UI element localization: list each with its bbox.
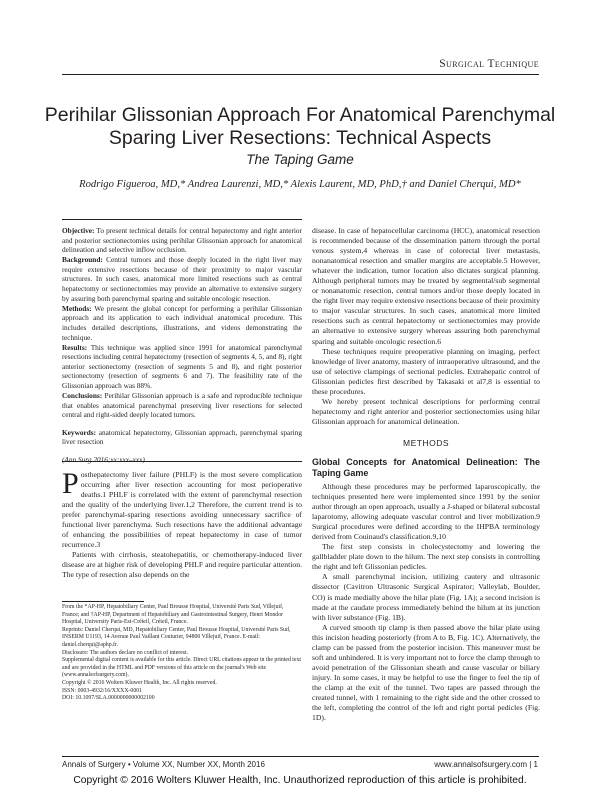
page-footer-url: www.annalsofsurgery.com | 1 xyxy=(434,760,538,769)
abstract-conclusions xyxy=(62,391,302,420)
doi: DOI: 10.1097/SLA.0000000000002100 xyxy=(62,695,155,702)
issn: ISSN: 0003-4932/16/XXXX-0001 xyxy=(62,687,143,694)
abstract-results xyxy=(62,343,302,391)
footnote-divider xyxy=(62,601,144,602)
objective-label: Objective: xyxy=(62,226,95,235)
body-paragraph-5: The first step consists in cholecystectomy and lowering the gallbladder plate down to the hilum. The next step consists in controlling the right and left Glissonian pedicles. xyxy=(312,542,540,572)
methods-label: Methods: xyxy=(62,303,92,313)
methods-text: We present the global concept for performing a perihilar Glissonian approach and its application to each individual anatomical procedure. This includes detailed descriptions, illustrations, and videos demonstrating the technique. xyxy=(62,303,302,342)
right-column xyxy=(312,226,540,723)
footer-divider xyxy=(62,756,539,757)
body-paragraph-3: We hereby present technical descriptions for performing central hepatectomy and right anterior and posterior sectionectomies using hilar Glissonian approach for anatomical delineation. xyxy=(312,396,540,426)
body-paragraph-1: disease. In case of hepatocellular carcinoma (HCC), anatomical resection is recommended because of the dissemination pattern through the portal venous system,4 whereas in case of colorectal liver metastasis, nonanatomical resection and smaller margins are acceptable.5 However, whatever the indication, tumor location also dictates surgical planning. Although peripheral tumors may be treated by segmental/sub segmental or nonanatomic resection, central tumors and/or those deeply located in the right liver may require extensive resections because of their proximity to major vascular structures. In such cases, anatomical more limited resections such as central hepatectomy or sectionectomies may provide an alternative to extensive surgery whereas assuring both parenchymal sparing and suitable oncologic resection.6 xyxy=(312,226,540,346)
affiliations: From the *AP-HP, Hepatobiliary Center, Paul Brousse Hospital, Université Paris Sud, Villejuif, France; and †AP-HP, Department of Hepatobiliary and Gastrointestinal Surgery, Henri Mondor Hospital, University Paris-Est-Créteil, Créteil, France. xyxy=(62,604,284,626)
drop-cap: P xyxy=(62,467,79,500)
results-label: Results: xyxy=(62,342,88,352)
copyright-banner: Copyright © 2016 Wolters Kluwer Health, Inc. Unauthorized reproduction of this article is prohibited. xyxy=(73,775,527,786)
keywords-text: anatomical hepatectomy, Glissonian approach, parenchymal sparing liver resection xyxy=(62,427,303,447)
disclosure: Disclosure: The authors declare no conflict of interest. xyxy=(62,649,189,656)
results-text: This technique was applied since 1991 for anatomical parenchymal resections including central hepatectomy (resection of segments 4, 5, and 8), right anterior sectionectomy (resection of segments 5 and 8), and right posterior sectionectomy (resection of segments 6 and 7). The feasibility rate of the Glissonian approach was 88%. xyxy=(62,342,302,390)
intro-paragraph-1 xyxy=(62,467,302,550)
section-label: Surgical Technique xyxy=(439,58,539,70)
intro-paragraph-1-text: osthepatectomy liver failure (PHLF) is the most severe complication occurring after liver resection accounting for most perioperative deaths.1 PHLF is correlated with the extent of parenchymal resection and the quality of the underlying liver.1,2 Therefore, the current trend is to prefer parenchymal-sparing resections avoiding unnecessary sacrifice of functional liver parenchyma. Such resections have the additional advantage of enhancing the possibilities of repeat hepatectomy in case of tumor recurrence.3 xyxy=(62,470,302,550)
abstract-background xyxy=(62,255,302,303)
keywords-label: Keywords: xyxy=(62,427,97,437)
abstract-top-divider xyxy=(62,219,302,220)
body-paragraph-2: These techniques require preoperative planning on imaging, perfect knowledge of liver anatomy, mastery of intraoperative ultrasound, and the use of selective clampings of sectional pedicles. Extrahepatic control of Glissonian pedicles first described by Takasaki et al7,8 is essential to these procedures. xyxy=(312,346,540,396)
abstract-methods xyxy=(62,304,302,342)
objective-text: To present technical details for central hepatectomy and right anterior and posterior sectionectomies using perihilar Glissonian approach for anatomical delineation and selective inflow occlusion. xyxy=(62,226,303,255)
abstract-keywords xyxy=(62,428,302,447)
footnotes xyxy=(62,604,302,703)
body-paragraph-4: Although these procedures may be performed laparoscopically, the techniques presented here were implemented since 1991 by the senior author through an open approach, usually a J-shaped or bilateral subcostal laparotomy, allowing adequate vascular control and liver mobilization.9 Surgical procedures were defined according to the IHPBA terminology derived from Couinaud's classification.9,10 xyxy=(312,481,540,542)
body-paragraph-6: A small parenchymal incision, utilizing cautery and ultrasonic dissector (Cavitron Ultrasonic Surgical Aspirator; Valleylab, Boulder, CO) is made medially above the hilar plate (Fig. 1A); a second incision is made at the caudate process immediately behind the hilum at its junction with liver substance (Fig. 1B). xyxy=(312,572,540,622)
methods-heading: METHODS xyxy=(403,437,449,448)
header-divider xyxy=(62,74,539,75)
conclusions-text: Perihilar Glissonian approach is a safe and reproducible technique that enables anatomical parenchymal preserving liver resections for selected central and right-sided deeply located tumors. xyxy=(62,391,302,420)
abstract-objective xyxy=(62,226,302,255)
conclusions-label: Conclusions: xyxy=(62,391,103,401)
article-title: Perihilar Glissonian Approach For Anatomical Parenchymal Sparing Liver Resections: Technical Aspects xyxy=(44,104,556,149)
background-text: Central tumors and those deeply located in the right liver may require extensive resections because of their proximity to major vascular structures. In such cases, anatomical more limited resections such as central hepatectomy or sectionectomies may provide an alternative to extensive surgery by assuring both parenchymal sparing and suitable oncologic resection. xyxy=(62,255,302,303)
article-subtitle: The Taping Game xyxy=(246,152,354,167)
intro-paragraph-2: Patients with cirrhosis, steatohepatitis, or chemotherapy-induced liver disease are at higher risk of developing PHLF and require particular attention. The type of resection also depends on the xyxy=(62,550,302,580)
body-paragraph-7: A curved smooth tip clamp is then passed above the hilar plate using this incision heading posteriorly (from A to B, Fig. 1C). Alternatively, the clamp can be passed from the posterior incision. This maneuver must be soft and unhindered. It is very important not to force the clamp through to avoid penetration of the Glissonian sheath and cause vascular or biliary injury. In some cases, it may be helpful to use the finger to feel the tip of the clamp at the exit of the tunnel. Two tapes are passed through the created tunnel, with 1 remaining to the right side and the other crossed to the left, completing the control of the left and right portal pedicles (Fig. 1D). xyxy=(312,622,540,723)
journal-footer: Annals of Surgery • Volume XX, Number XX, Month 2016 xyxy=(62,760,265,769)
abstract-bottom-divider xyxy=(62,461,302,462)
author-list: Rodrigo Figueroa, MD,* Andrea Laurenzi, MD,* Alexis Laurent, MD, PhD,† and Daniel Cherqui, MD* xyxy=(79,179,521,190)
background-label: Background: xyxy=(62,255,103,265)
subsection-heading: Global Concepts for Anatomical Delineation: The Taping Game xyxy=(312,456,540,478)
abstract xyxy=(62,226,302,465)
reprints: Reprints: Daniel Cherqui, MD, Hepatobiliary Center, Paul Brousse Hospital, Université Paris Sud, INSERM U1193, 14 Avenue Paul Vaillant Couturier, 94800 Villejuif, France. E-mail: daniel.cherqui@aphp.fr. xyxy=(62,626,291,648)
supplemental-note: Supplemental digital content is available for this article. Direct URL citations appear in the printed text and are provided in the HTML and PDF versions of this article on the journal's Web site (www.annalsofsurgery.com). xyxy=(62,657,301,679)
citation: (Ann Surg 2016;xx:xxx–xxx) xyxy=(62,455,145,465)
copyright-line: Copyright © 2016 Wolters Kluwer Health, Inc. All rights reserved. xyxy=(62,679,217,686)
introduction xyxy=(62,467,302,581)
